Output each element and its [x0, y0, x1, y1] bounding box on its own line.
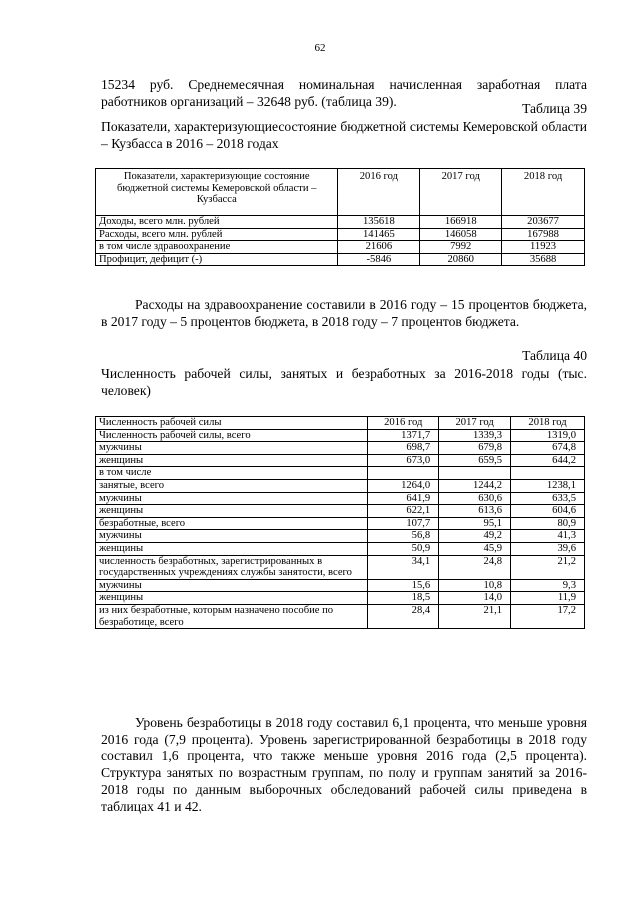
cell-2016: 622,1: [368, 505, 439, 518]
table-header-row: [96, 417, 585, 430]
cell-2017: 14,0: [439, 592, 511, 605]
cell-2016: 698,7: [368, 442, 439, 455]
cell-2016: 673,0: [368, 454, 439, 467]
table40-label: Таблица 40: [522, 348, 587, 363]
row-label: женщины: [96, 542, 368, 555]
cell-2018: 35688: [502, 253, 585, 266]
table-header-row: [96, 169, 585, 216]
cell-2018: 11923: [502, 241, 585, 254]
table39-label: Таблица 39: [522, 101, 587, 116]
table-row: [96, 228, 585, 241]
cell-2016: 28,4: [368, 604, 439, 628]
row-label: женщины: [96, 454, 368, 467]
cell-2017: 1244,2: [439, 479, 511, 492]
cell-2017: 630,6: [439, 492, 511, 505]
header-2018: 2018 год: [511, 417, 585, 430]
cell-2018: 1319,0: [511, 429, 585, 442]
cell-2018: 17,2: [511, 604, 585, 628]
cell-2018: 604,6: [511, 505, 585, 518]
header-2016: 2016 год: [338, 169, 420, 216]
cell-2018: 41,3: [511, 530, 585, 543]
table-row: [96, 492, 585, 505]
cell-2016: -5846: [338, 253, 420, 266]
table40-title: Численность рабочей силы, занятых и безработных за 2016-2018 годы (тыс. человек): [101, 366, 587, 398]
cell-2017: 21,1: [439, 604, 511, 628]
row-label: численность безработных, зарегистрированных в государственных учреждениях службы занятости, всего: [96, 555, 368, 579]
cell-2016: 34,1: [368, 555, 439, 579]
table-row: [96, 505, 585, 518]
row-label: мужчины: [96, 442, 368, 455]
cell-2018: 674,8: [511, 442, 585, 455]
table-row: [96, 579, 585, 592]
cell-2018: 167988: [502, 228, 585, 241]
cell-2017: 24,8: [439, 555, 511, 579]
row-label: из них безработные, которым назначено пособие по безработице, всего: [96, 604, 368, 628]
cell-2017: 7992: [420, 241, 502, 254]
cell-2017: 95,1: [439, 517, 511, 530]
table-row: [96, 555, 585, 579]
row-label: женщины: [96, 592, 368, 605]
row-label: мужчины: [96, 579, 368, 592]
cell-2018: 11,9: [511, 592, 585, 605]
row-label: занятые, всего: [96, 479, 368, 492]
cell-2016: 1264,0: [368, 479, 439, 492]
unemployment-paragraph: Уровень безработицы в 2018 году составил 6,1 процента, что меньше уровня 2016 года (7,9 процента). Уровень зарегистрированной безработицы в 2018 году составил 1,6 процента, что также меньше уровня 2016 года (2,5 процента). Структура занятых по возрастным группам, по полу и группам занятий за 2016-2018 годы по данным выборочных обследований рабочей силы приведена в таблицах 41 и 42.: [101, 715, 587, 814]
table-row: [96, 454, 585, 467]
table-row: [96, 592, 585, 605]
cell-2017: 146058: [420, 228, 502, 241]
row-label: Доходы, всего млн. рублей: [96, 216, 338, 229]
header-2016: 2016 год: [368, 417, 439, 430]
budget-table: [95, 168, 585, 266]
health-spending-paragraph: Расходы на здравоохранение составили в 2016 году – 15 процентов бюджета, в 2017 году – 5 процентов бюджета, в 2018 году – 7 процентов бюджета.: [101, 297, 587, 329]
cell-2017: 1339,3: [439, 429, 511, 442]
cell-2017: 10,8: [439, 579, 511, 592]
row-label: мужчины: [96, 530, 368, 543]
row-label: Численность рабочей силы, всего: [96, 429, 368, 442]
cell-2018: 80,9: [511, 517, 585, 530]
cell-2017: 20860: [420, 253, 502, 266]
page-number: 62: [314, 42, 326, 54]
table-row: [96, 542, 585, 555]
header-2018: 2018 год: [502, 169, 585, 216]
cell-2017: 49,2: [439, 530, 511, 543]
cell-2018: 1238,1: [511, 479, 585, 492]
cell-2018: 633,5: [511, 492, 585, 505]
cell-2017: 613,6: [439, 505, 511, 518]
cell-2017: 166918: [420, 216, 502, 229]
row-label: женщины: [96, 505, 368, 518]
header-indicator: Численность рабочей силы: [96, 417, 368, 430]
cell-2018: 203677: [502, 216, 585, 229]
cell-2016: 50,9: [368, 542, 439, 555]
table-row: [96, 604, 585, 628]
intro-paragraph: 15234 руб. Среднемесячная номинальная начисленная заработная плата работников организаций – 32648 руб. (таблица 39).: [101, 77, 587, 109]
row-label: мужчины: [96, 492, 368, 505]
table-row: [96, 442, 585, 455]
table-row: [96, 530, 585, 543]
cell-2016: 141465: [338, 228, 420, 241]
cell-2018: 39,6: [511, 542, 585, 555]
cell-2018: [511, 467, 585, 480]
cell-2016: [368, 467, 439, 480]
table-row: [96, 479, 585, 492]
cell-2016: 56,8: [368, 530, 439, 543]
table-row: [96, 429, 585, 442]
cell-2016: 1371,7: [368, 429, 439, 442]
table-row: [96, 216, 585, 229]
cell-2017: 659,5: [439, 454, 511, 467]
cell-2017: [439, 467, 511, 480]
header-2017: 2017 год: [420, 169, 502, 216]
table39-title: Показатели, характеризующиесостояние бюджетной системы Кемеровской области – Кузбасса в 2016 – 2018 годах: [101, 119, 587, 151]
cell-2016: 21606: [338, 241, 420, 254]
labor-force-table: [95, 416, 585, 629]
cell-2018: 644,2: [511, 454, 585, 467]
cell-2017: 45,9: [439, 542, 511, 555]
row-label: Расходы, всего млн. рублей: [96, 228, 338, 241]
header-indicator: Показатели, характеризующие состояние бюджетной системы Кемеровской области – Кузбасса: [96, 169, 338, 216]
cell-2016: 135618: [338, 216, 420, 229]
row-label: в том числе здравоохранение: [96, 241, 338, 254]
cell-2018: 21,2: [511, 555, 585, 579]
table-row: [96, 253, 585, 266]
row-label: Профицит, дефицит (-): [96, 253, 338, 266]
cell-2016: 15,6: [368, 579, 439, 592]
cell-2016: 641,9: [368, 492, 439, 505]
row-label: в том числе: [96, 467, 368, 480]
cell-2018: 9,3: [511, 579, 585, 592]
cell-2017: 679,8: [439, 442, 511, 455]
table-row: [96, 467, 585, 480]
row-label: безработные, всего: [96, 517, 368, 530]
cell-2016: 107,7: [368, 517, 439, 530]
table-row: [96, 517, 585, 530]
header-2017: 2017 год: [439, 417, 511, 430]
cell-2016: 18,5: [368, 592, 439, 605]
table-row: [96, 241, 585, 254]
